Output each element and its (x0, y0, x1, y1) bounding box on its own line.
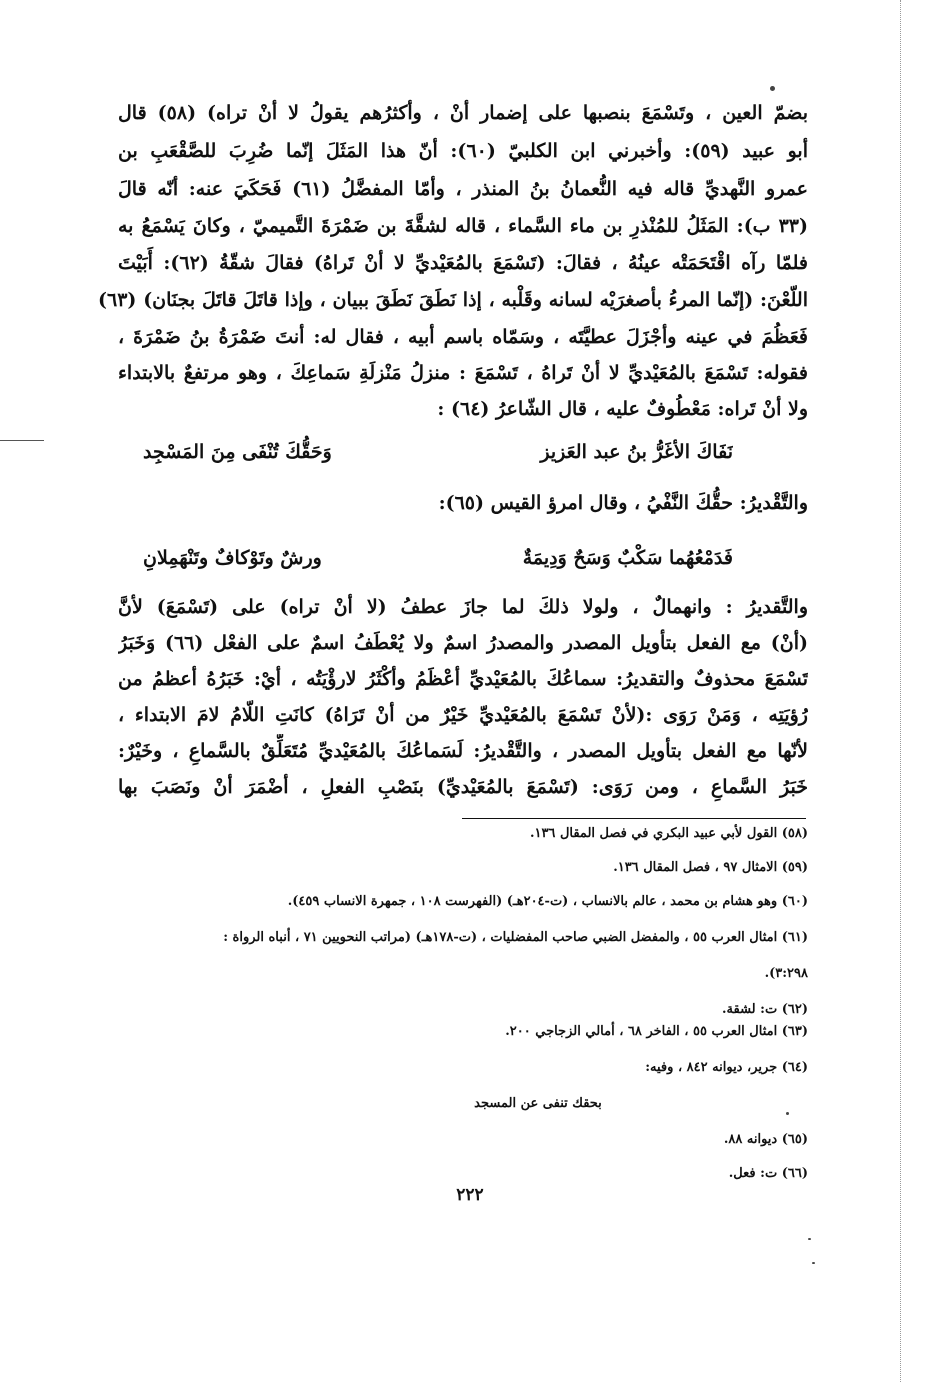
page-number: ٢٢٢ (456, 1185, 484, 1205)
verse-hemistich-second: ورشٌ وتَوْكافٌ وتَنْهَمِلانِ (143, 547, 322, 569)
scan-edge-mark (0, 440, 44, 441)
verse-line (143, 434, 733, 470)
body-line: تَسْمَعَ محذوفٌ والتقديرُ: سماعُكَ بالمُعَيْديِّ أعْظَمُ وأكْثَرُ لارؤْيَتُه ، أيْ: خَبَرُهُ أعظمُ من (118, 668, 808, 690)
body-line: (٣٣ ب): المَثَلُ للمُنْذرِ بن ماء السَّماء ، قاله لشقَّةَ بن ضَمْرَةَ التَّميميّ ، وكانَ يَسْمَعُ به (118, 215, 808, 237)
scan-speck (770, 86, 775, 91)
body-line: رُؤيَتِه ، وَمَنْ رَوَى :(لأنْ تَسْمَعَ بالمُعَيْديِّ خَيْرٌ من أنْ تَرَاهُ) كانَتِ اللّامُ لامَ الابتداء ، (118, 704, 808, 726)
footnote: (٦٢) ت: لشقة. (722, 1002, 808, 1017)
body-line: خَبَرُ السَّماعِ ، ومن رَوَى: (تَسْمَعَ بالمُعَيْديِّ) بنَصْبِ الفعلِ ، أضْمَرَ أنْ ونَصَبَ بها (118, 776, 808, 798)
body-line: فَعَظُمَ في عينه وأجْزَلَ عطيَّتَه ، وسَمّاه باسم أبيه ، فقال له: أنتَ ضَمْرَةُ بنُ ضَمْرَةَ ، (118, 326, 808, 348)
body-line: عمرو النَّهديِّ قاله فيه النُّعمانُ بنُ المنذر ، وأمّا المفضَّلُ (٦١) فَحَكَيَ عنه: أنّه قالَ (118, 178, 808, 200)
footnote-verse: بحقك تنفى عن المسجد (474, 1096, 602, 1111)
footnote: (٦٥) ديوانه ٨٨. (723, 1132, 808, 1147)
verse-hemistich-second: وَحَقُّكَ تُنْفَى مِنَ المَسْجِد (143, 441, 332, 463)
footnote: (٥٨) القول لأبي عبيد البكري في فصل المقال ١٣٦. (529, 826, 808, 841)
scan-speck (808, 1238, 811, 1240)
footnote: ٣:٢٩٨). (764, 966, 808, 981)
body-line: اللّعْنَ: (إنّما المرءُ بأصغرَيْه لسانه وقَلْبه ، إذا نَطَقَ نَطَقَ ببيان ، وإذا قاتَلَ قاتَلَ بجنَان) (٦٣) (98, 289, 808, 311)
footnote: (٦٦) ت: فعل. (728, 1166, 808, 1181)
footnote: (٦١) امثال العرب ٥٥ ، والمفضل الضبي صاحب المفضليات ، (ت-١٧٨هـ) (مراتب النحويين ٧١ ، أنباه الرواة : (223, 930, 808, 945)
body-line: أبو عبيد (٥٩): وأخبرني ابن الكلبيّ (٦٠): أنّ هذا المَثَلَ إنّما ضُرِبَ للصَّقْعَبِ بن (118, 140, 808, 162)
body-line: لأنّها مع الفعل بتأويل المصدر ، والتَّقْديرُ: لَسَماعُكَ بالمُعَيْديِّ مُتَعَلِّقٌ بالسَّماعِ ، وخَيْرٌ: (118, 740, 808, 762)
footnote-separator (462, 818, 806, 819)
body-line: بضمّ العين ، وتَسْمَعَ بنصبها على إضمار أنْ ، وأكثرُهم يقولُ لا أنْ تراه) (٥٨) قال (118, 102, 808, 124)
footnote: (٥٩) الامثال ٩٧ ، فصل المقال ١٣٦. (613, 860, 808, 875)
verse-hemistich-first: فَدَمْعُهُما سَكْبٌ وَسَحٌ وَدِيمَةٌ (522, 547, 733, 569)
body-line: والتَّقديرُ : وانهمالٌ ، ولولا ذلكَ لما جازَ عطفُ (لا أنْ تراه) على (تَسْمَعَ) لأنَّ (118, 596, 808, 618)
scan-margin-line (900, 0, 901, 1382)
footnote: (٦٤) جرير، ديوانه ٨٤٢ ، وفيه: (645, 1060, 808, 1075)
verse-line (143, 540, 733, 576)
verse-hemistich-first: نَفَاكَ الأغَرُّ بنُ عبد العَزيز (540, 441, 733, 463)
footnote: (٦٠) وهو هشام بن محمد ، عالم بالانساب ، (ت-٢٠٤هـ) (الفهرست ١٠٨ ، جمهرة الانساب ٤٥٩). (287, 894, 808, 909)
body-line: (أنْ) مع الفعل بتأويل المصدر والمصدرُ اسمٌ ولا يُعْطَفُ اسمٌ على الفعْل (٦٦) وَخَبَرُ (118, 632, 808, 654)
body-line: والتَّقْديرُ: حقُّكَ النَّفْيُ ، وقال امرؤ القيس (٦٥): (438, 492, 808, 514)
body-line: فلمّا رآه اقْتَحَمَتْه عينُهُ ، فقالَ: (تَسْمَعَ بالمُعَيْديِّ لا أنْ تَراهُ) فقالَ شقّةُ (٦٢): أَبَيْتَ (118, 252, 808, 274)
body-line: ولا أنْ تَراه: مَعْطُوفٌ عليه ، قال الشّاعرُ (٦٤) : (437, 398, 808, 420)
scan-speck (812, 1262, 815, 1264)
footnote: (٦٣) امثال العرب ٥٥ ، الفاخر ٦٨ ، أمالي الزجاجي ٢٠٠. (505, 1024, 808, 1039)
scan-speck (786, 1112, 789, 1115)
body-line: فقوله: تَسْمَعَ بالمُعَيْديِّ لا أنْ تَراهُ ، تَسْمَعَ : منزلُ مَنْزلَةِ سَماعِكَ ، وهو مرتفعٌ بالابتداء (118, 362, 808, 384)
